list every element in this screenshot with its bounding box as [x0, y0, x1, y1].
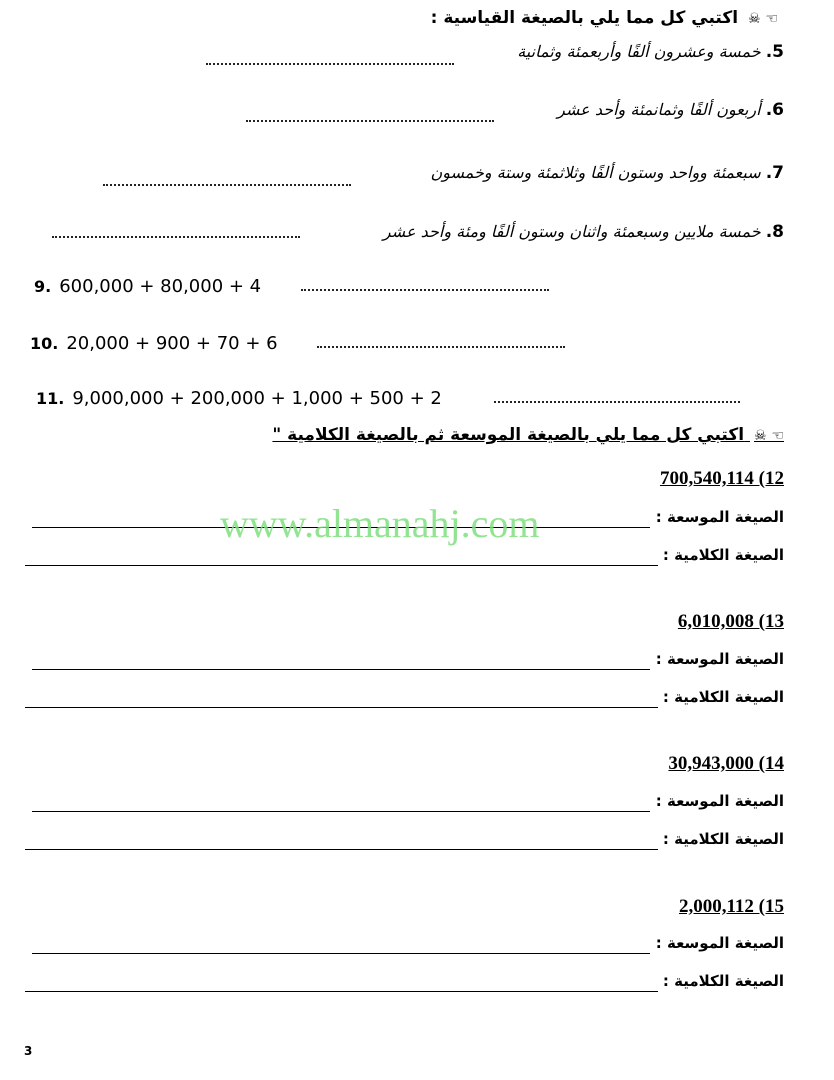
item-number: 7.: [765, 163, 784, 183]
section1-heading: [431, 8, 778, 28]
expanded-expression: 600,000 + 80,000 + 4: [59, 276, 262, 297]
answer-line-9[interactable]: [301, 289, 549, 291]
expanded-form-line[interactable]: [32, 669, 650, 670]
item-text: خمسة ملايين وسبعمئة واثنان وستون ألفًا ومئة وأحد عشر: [382, 222, 761, 241]
question-12-number: 700,540,114 (12: [659, 468, 784, 489]
item-number: 10.: [30, 334, 59, 353]
verbal-form-line[interactable]: [25, 849, 658, 850]
watermark: www.almanahj.com: [220, 501, 540, 546]
item-11: [36, 388, 442, 409]
item-number: 8.: [765, 222, 784, 242]
answer-line-6[interactable]: [246, 120, 494, 122]
verbal-form-line[interactable]: [25, 707, 658, 708]
item-8: [383, 222, 784, 242]
expanded-form-label: الصيغة الموسعة :: [655, 508, 784, 526]
verbal-form-label: الصيغة الكلامية :: [662, 546, 784, 564]
item-text: سبعمئة وواحد وستون ألفًا وثلاثمئة وستة وخمسون: [430, 163, 761, 182]
expanded-form-label: الصيغة الموسعة :: [655, 934, 784, 952]
item-9: [34, 276, 261, 297]
item-number: 11.: [36, 389, 65, 408]
answer-line-8[interactable]: [52, 236, 300, 238]
verbal-form-label: الصيغة الكلامية :: [662, 972, 784, 990]
answer-line-11[interactable]: [494, 401, 740, 403]
expanded-expression: 9,000,000 + 200,000 + 1,000 + 500 + 2: [72, 388, 442, 409]
item-6: [557, 100, 784, 120]
item-10: [30, 333, 278, 354]
section1-title: اكتبي كل مما يلي بالصيغة القياسية :: [430, 8, 739, 28]
verbal-form-label: الصيغة الكلامية :: [662, 688, 784, 706]
answer-line-5[interactable]: [206, 63, 454, 65]
verbal-form-line[interactable]: [25, 565, 658, 566]
answer-line-10[interactable]: [317, 346, 565, 348]
pointing-hand-skull-icon: ☜ ☠: [754, 428, 784, 444]
expanded-form-label: الصيغة الموسعة :: [655, 792, 784, 810]
verbal-form-label: الصيغة الكلامية :: [662, 830, 784, 848]
expanded-form-line[interactable]: [32, 953, 650, 954]
answer-line-7[interactable]: [103, 184, 351, 186]
expanded-expression: 20,000 + 900 + 70 + 6: [66, 333, 278, 354]
question-15-number: 2,000,112 (15: [678, 896, 784, 917]
section2-title: اكتبي كل مما يلي بالصيغة الموسعة ثم بالصيغة الكلامية ": [272, 425, 745, 445]
item-7: [430, 163, 784, 183]
section2-heading: [272, 425, 784, 445]
item-number: 5.: [765, 42, 784, 62]
item-text: أربعون ألفًا وثمانمئة وأحد عشر: [557, 100, 761, 119]
verbal-form-line[interactable]: [25, 991, 658, 992]
item-number: 9.: [34, 277, 52, 296]
expanded-form-line[interactable]: [32, 811, 650, 812]
item-text: خمسة وعشرون ألفًا وأربعمئة وثمانية: [517, 42, 761, 61]
question-14-number: 30,943,000 (14: [668, 753, 784, 774]
question-13-number: 6,010,008 (13: [677, 611, 784, 632]
expanded-form-label: الصيغة الموسعة :: [655, 650, 784, 668]
page-number: 3: [24, 1044, 33, 1058]
item-5: [517, 42, 784, 62]
item-number: 6.: [765, 100, 784, 120]
pointing-hand-skull-icon: ☜ ☠: [748, 11, 778, 27]
